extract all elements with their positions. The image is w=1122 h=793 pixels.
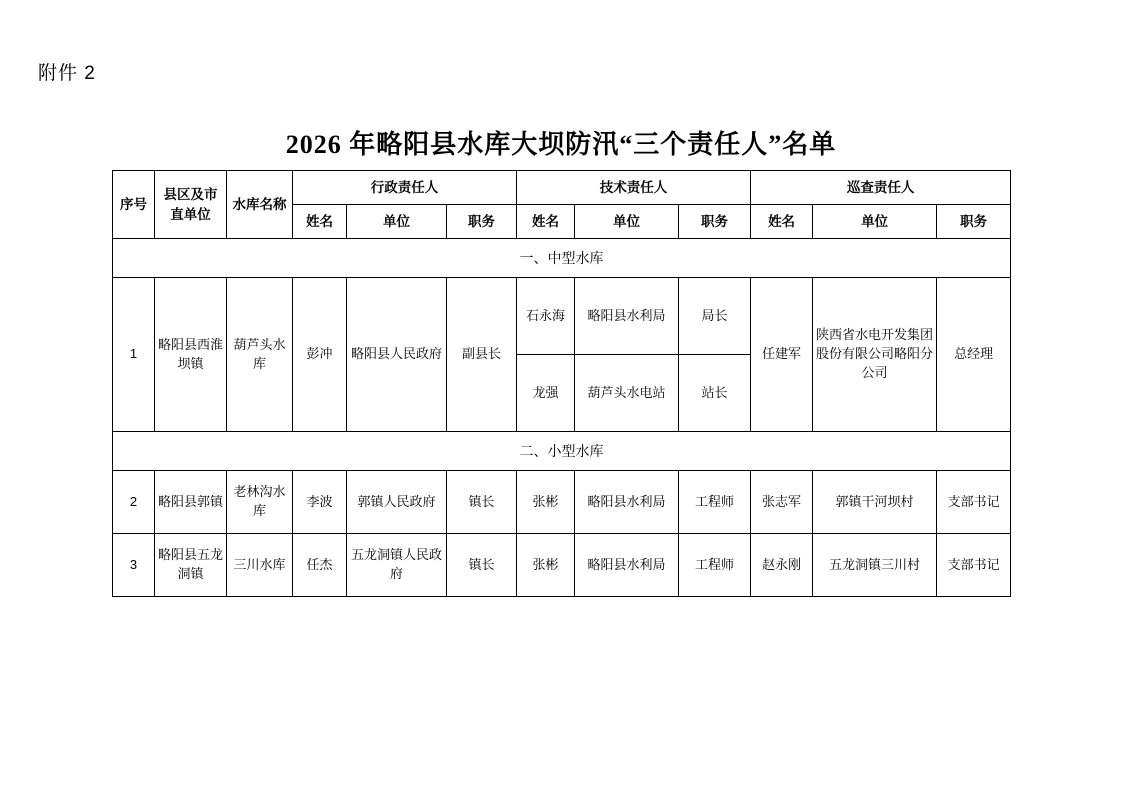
cell-admin-org: 五龙洞镇人民政府: [347, 534, 447, 597]
page-title: 2026 年略阳县水库大坝防汛“三个责任人”名单: [285, 130, 837, 159]
cell-tech-post: 工程师: [679, 534, 751, 597]
header-group-patrol: 巡查责任人: [751, 171, 1011, 205]
table-row: [113, 534, 1011, 597]
cell-patrol-org: 郭镇干河坝村: [813, 471, 937, 534]
header-reservoir: 水库名称: [227, 171, 293, 239]
header-seq: 序号: [113, 171, 155, 239]
cell-seq: 3: [113, 534, 155, 597]
responsible-persons-table: [112, 170, 1011, 597]
cell-unit: 略阳县五龙洞镇: [155, 534, 227, 597]
section-header-row: [113, 432, 1011, 471]
header-admin-name: 姓名: [293, 205, 347, 239]
header-tech-name: 姓名: [517, 205, 575, 239]
cell-patrol-post: 支部书记: [937, 471, 1011, 534]
cell-admin-name: 任杰: [293, 534, 347, 597]
cell-patrol-post: 支部书记: [937, 534, 1011, 597]
section-label: 二、小型水库: [113, 432, 1011, 471]
header-patrol-post: 职务: [937, 205, 1011, 239]
cell-patrol-name: 张志军: [751, 471, 813, 534]
cell-tech-post: 局长: [679, 278, 751, 355]
cell-tech-name: 张彬: [517, 534, 575, 597]
cell-tech-name: 张彬: [517, 471, 575, 534]
cell-admin-org: 略阳县人民政府: [347, 278, 447, 432]
cell-seq: 2: [113, 471, 155, 534]
cell-admin-post: 副县长: [447, 278, 517, 432]
cell-seq: 1: [113, 278, 155, 432]
cell-patrol-org: 五龙洞镇三川村: [813, 534, 937, 597]
cell-patrol-name: 赵永刚: [751, 534, 813, 597]
section-header-row: [113, 239, 1011, 278]
cell-admin-post: 镇长: [447, 471, 517, 534]
header-tech-post: 职务: [679, 205, 751, 239]
cell-reservoir: 三川水库: [227, 534, 293, 597]
cell-patrol-name: 任建军: [751, 278, 813, 432]
header-unit: 县区及市直单位: [155, 171, 227, 239]
header-tech-org: 单位: [575, 205, 679, 239]
header-group-tech: 技术责任人: [517, 171, 751, 205]
header-patrol-name: 姓名: [751, 205, 813, 239]
cell-reservoir: 老林沟水库: [227, 471, 293, 534]
cell-tech-name: 龙强: [517, 355, 575, 432]
cell-tech-post: 站长: [679, 355, 751, 432]
cell-admin-name: 李波: [293, 471, 347, 534]
section-label: 一、中型水库: [113, 239, 1011, 278]
cell-tech-post: 工程师: [679, 471, 751, 534]
attachment-label: 附件 2: [38, 63, 96, 84]
cell-unit: 略阳县郭镇: [155, 471, 227, 534]
cell-tech-org: 略阳县水利局: [575, 471, 679, 534]
header-patrol-org: 单位: [813, 205, 937, 239]
cell-admin-org: 郭镇人民政府: [347, 471, 447, 534]
header-admin-post: 职务: [447, 205, 517, 239]
cell-tech-name: 石永海: [517, 278, 575, 355]
cell-tech-org: 葫芦头水电站: [575, 355, 679, 432]
cell-patrol-post: 总经理: [937, 278, 1011, 432]
cell-tech-org: 略阳县水利局: [575, 278, 679, 355]
cell-admin-post: 镇长: [447, 534, 517, 597]
cell-patrol-org: 陕西省水电开发集团股份有限公司略阳分公司: [813, 278, 937, 432]
table-row: [113, 471, 1011, 534]
cell-admin-name: 彭冲: [293, 278, 347, 432]
cell-unit: 略阳县西淮坝镇: [155, 278, 227, 432]
header-group-admin: 行政责任人: [293, 171, 517, 205]
table-header-row-1: [113, 171, 1011, 205]
header-admin-org: 单位: [347, 205, 447, 239]
cell-tech-org: 略阳县水利局: [575, 534, 679, 597]
table-row: [113, 278, 1011, 355]
cell-reservoir: 葫芦头水库: [227, 278, 293, 432]
